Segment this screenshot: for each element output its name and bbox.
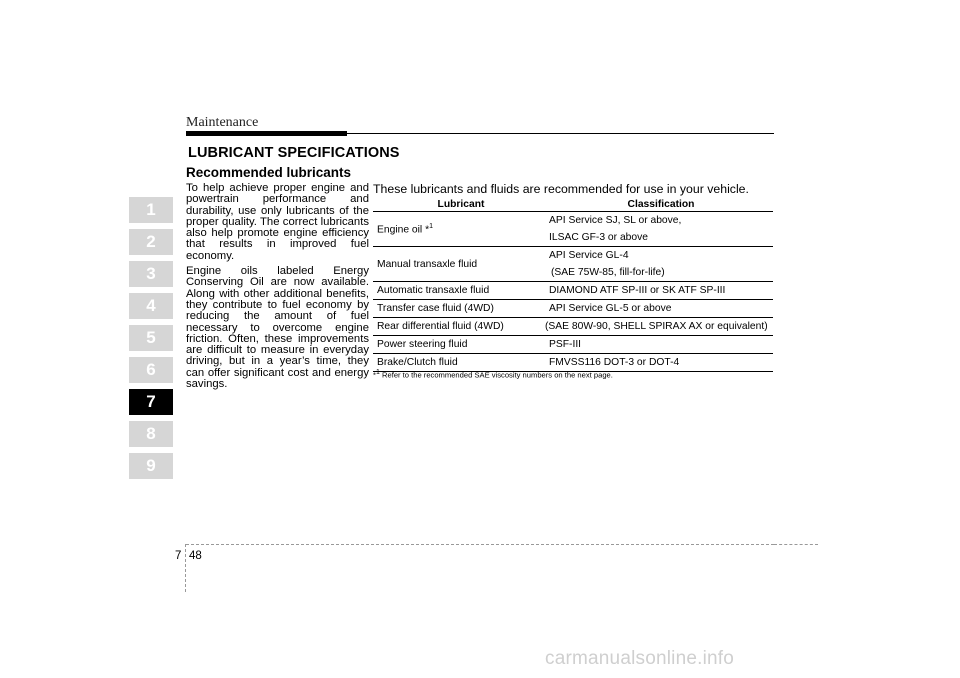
footer-page-number: 48 (189, 550, 202, 562)
header-classification: Classification (627, 198, 695, 210)
classification-cell: API Service GL-4 (SAE 75W-85, fill-for-life) (549, 247, 773, 282)
chapter-tab-8[interactable]: 8 (129, 421, 173, 447)
body-paragraph-1: To help achieve proper engine and powertrain performance and durability, use only lubricants of the proper quality. The correct lubricants also help promote engine efficiency that results in improved fuel economy. (186, 182, 369, 262)
lubricant-cell: Automatic transaxle fluid (373, 282, 549, 300)
lubricant-cell: Power steering fluid (373, 336, 549, 354)
table-row (373, 247, 773, 282)
classification-cell: API Service GL-5 or above (549, 300, 773, 318)
footnote: *$^1$ Refer to the recommended SAE viscosity numbers on the next page. (373, 369, 613, 380)
chapter-tab-4[interactable]: 4 (129, 293, 173, 319)
section-label: Maintenance (186, 115, 259, 130)
footer-rule (186, 544, 774, 545)
lubricant-cell: Engine oil *$^1$ (373, 212, 549, 247)
footer-chapter-number: 7 (175, 550, 182, 562)
classification-cell: DIAMOND ATF SP-III or SK ATF SP-III (549, 282, 773, 300)
lubricant-table (373, 197, 773, 372)
lubricant-cell: Brake/Clutch fluid (373, 354, 549, 372)
chapter-tab-5[interactable]: 5 (129, 325, 173, 351)
chapter-tab-1[interactable]: 1 (129, 197, 173, 223)
table-row (373, 212, 773, 247)
watermark: carmanualsonline.info (545, 648, 735, 669)
header-bar (186, 131, 347, 136)
body-text (186, 183, 369, 394)
lubricant-cell: Rear differential fluid (4WD) (373, 318, 549, 336)
table-row (373, 282, 773, 300)
table-row (373, 336, 773, 354)
table-header-row (373, 197, 773, 212)
footer-rule-extension (774, 544, 818, 545)
chapter-tab-6[interactable]: 6 (129, 357, 173, 383)
table-row (373, 318, 773, 336)
lubricant-cell: Manual transaxle fluid (373, 247, 549, 282)
chapter-tabs (129, 197, 173, 485)
page-title: LUBRICANT SPECIFICATIONS (188, 145, 400, 161)
intro-text: These lubricants and fluids are recommended for use in your vehicle. (373, 182, 749, 196)
footer-divider (185, 544, 186, 592)
chapter-tab-9[interactable]: 9 (129, 453, 173, 479)
chapter-tab-3[interactable]: 3 (129, 261, 173, 287)
header-lubricant: Lubricant (437, 198, 485, 210)
lubricant-cell: Transfer case fluid (4WD) (373, 300, 549, 318)
chapter-tab-2[interactable]: 2 (129, 229, 173, 255)
classification-cell: PSF-III (549, 336, 773, 354)
chapter-tab-7[interactable]: 7 (129, 389, 173, 415)
body-paragraph-2: Engine oils labeled Energy Conserving Oil are now available. Along with other additional benefits, they contribute to fuel economy by reducing the amount of fuel necessary to overcome engine friction. Often, these improvements are difficult to measure in everyday driving, but in a year’s time, they can offer significant cost and energy savings. (186, 265, 369, 391)
classification-cell: FMVSS116 DOT-3 or DOT-4 (549, 354, 773, 372)
sub-title: Recommended lubricants (186, 165, 352, 180)
table-row (373, 300, 773, 318)
classification-cell: API Service SJ, SL or above, ILSAC GF-3 or above (549, 212, 773, 247)
classification-cell: (SAE 80W-90, SHELL SPIRAX AX or equivalent) (549, 318, 773, 336)
